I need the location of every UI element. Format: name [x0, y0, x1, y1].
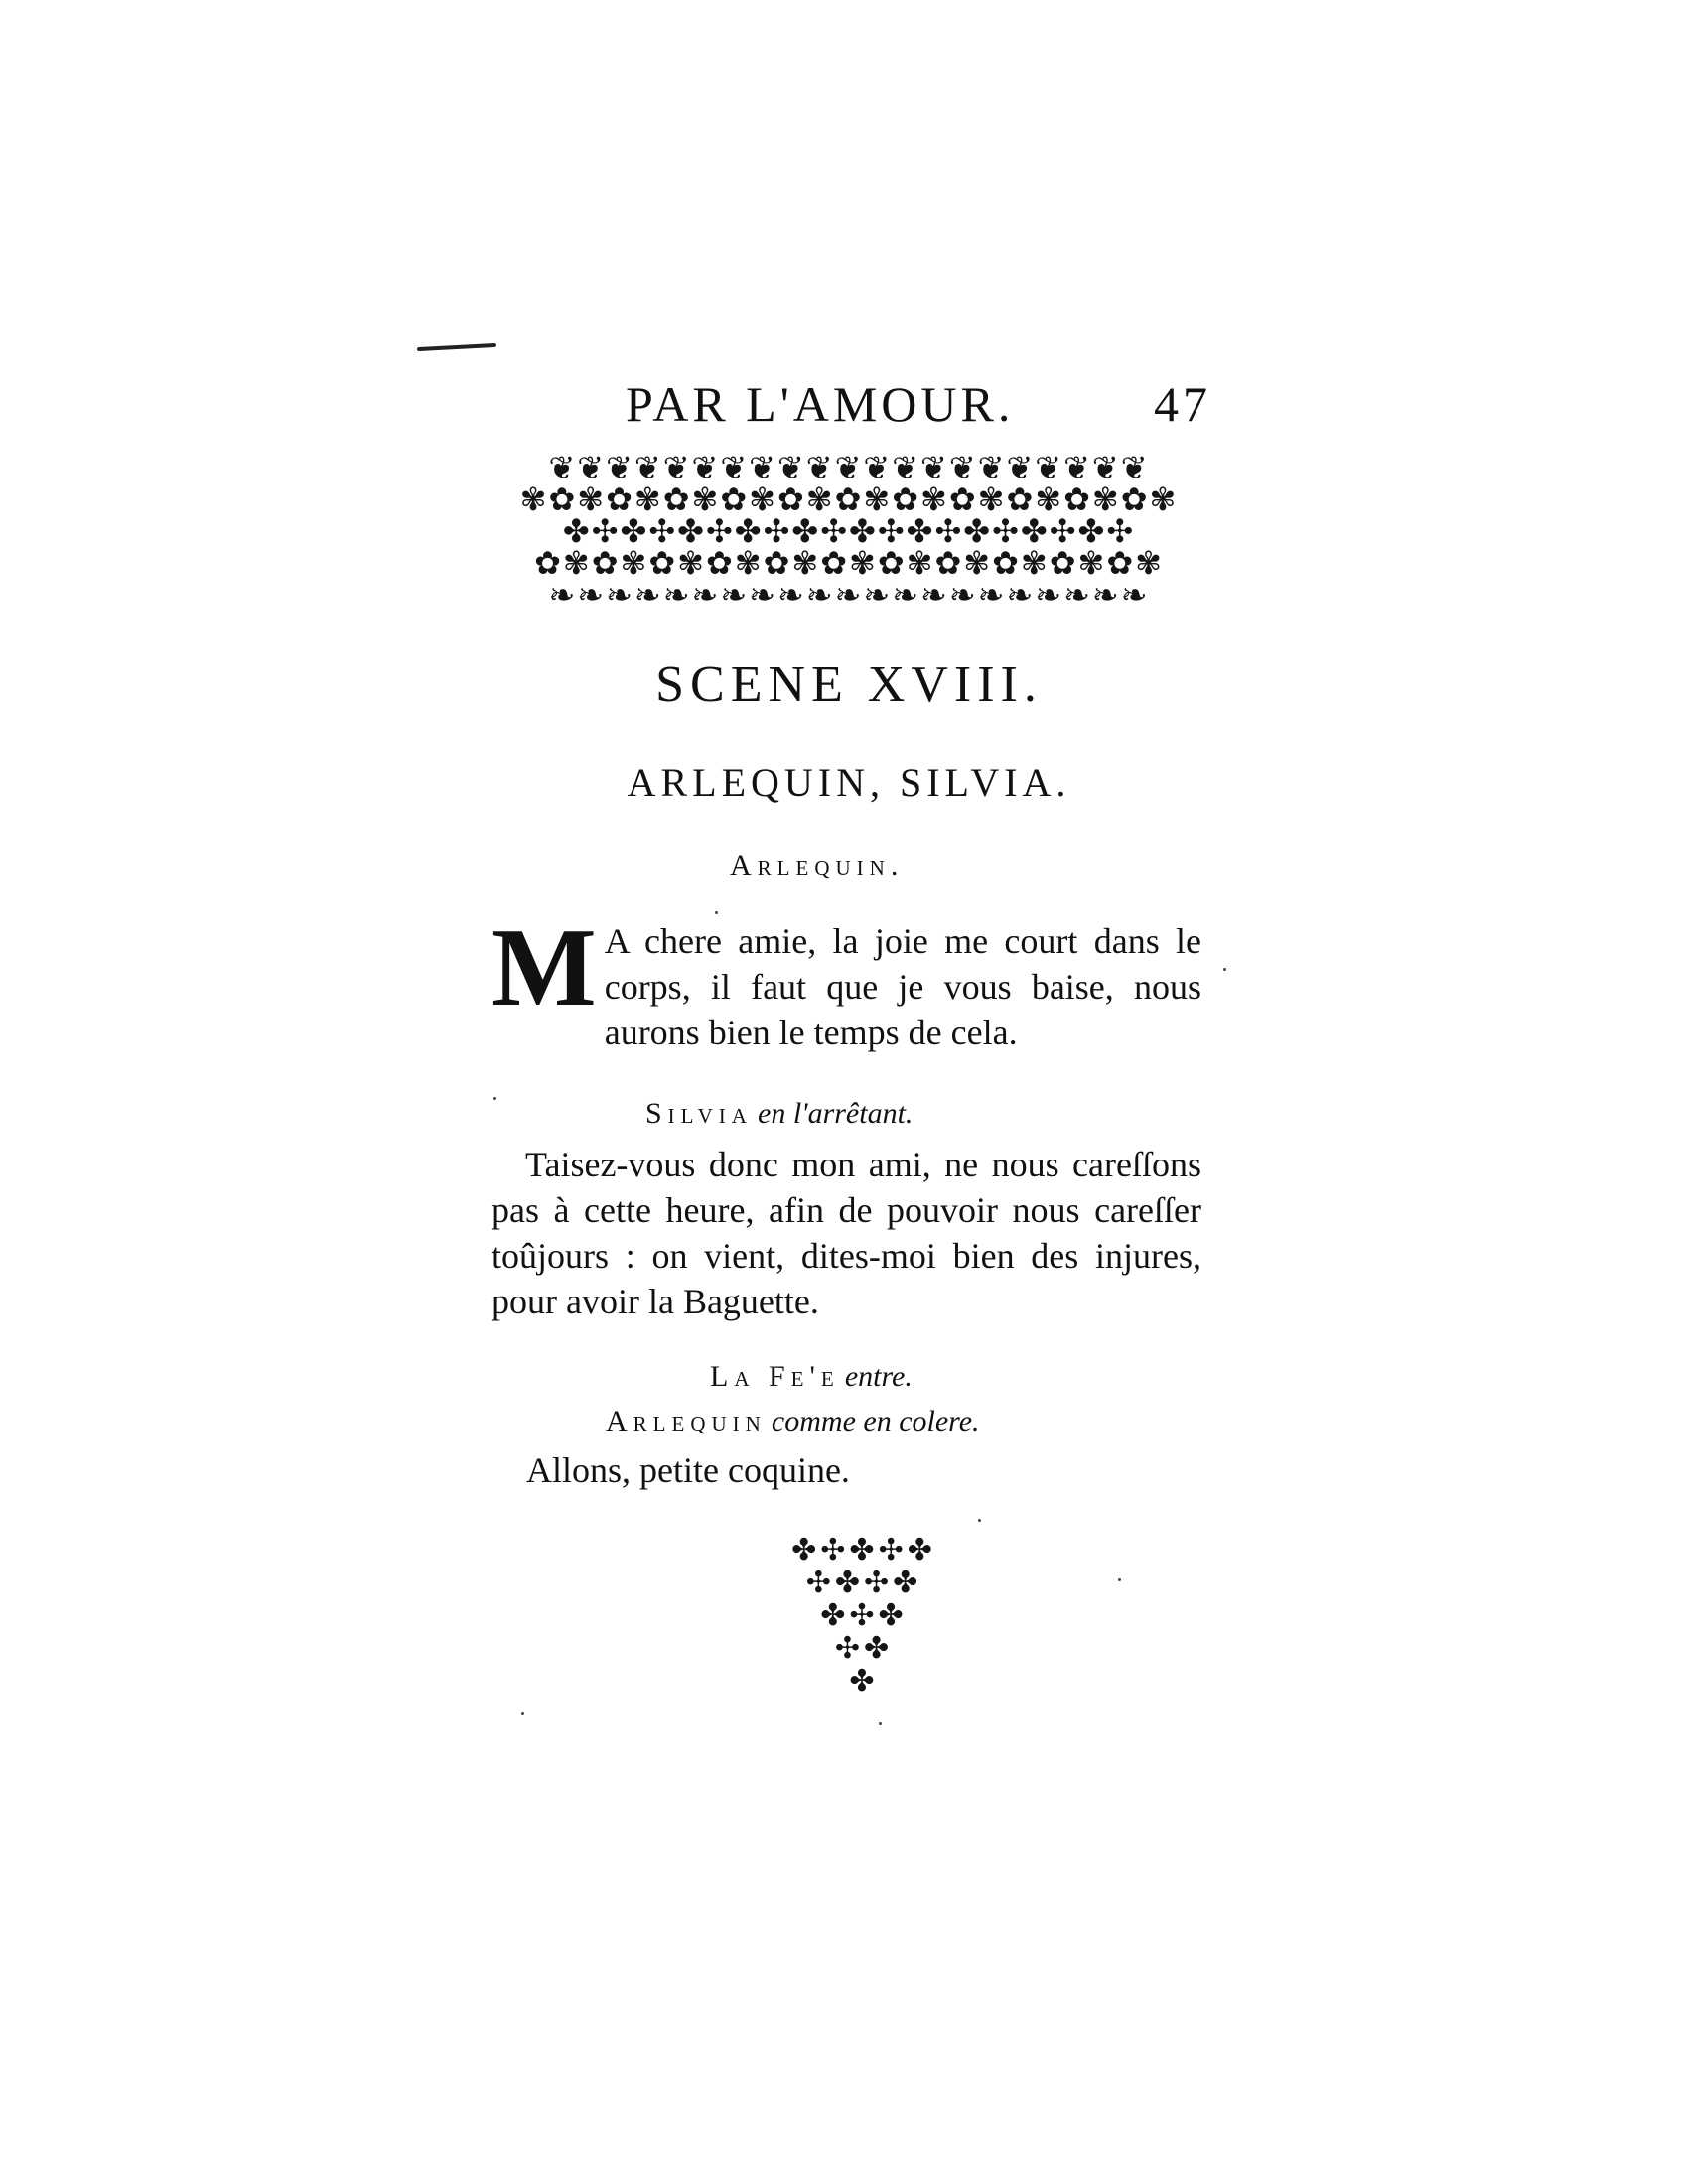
ink-speck — [1223, 968, 1226, 971]
speech-text: A chere amie, la joie me court dans le corps, il faut que je vous baise, nous aurons bien le temps de cela. — [604, 921, 1201, 1052]
ink-speck — [521, 1712, 524, 1715]
margin-pen-mark — [417, 343, 496, 351]
ornament-row: ✿✾✿✾✿✾✿✾✿✾✿✾✿✾✿✾✿✾✿✾✿✾ — [534, 547, 1164, 579]
page-number: 47 — [1154, 376, 1211, 432]
running-head — [626, 375, 1211, 433]
ink-speck — [1118, 1578, 1121, 1581]
tailpiece-row: ✣✤✣✤ — [805, 1566, 922, 1600]
speaker-silvia: Silvia — [645, 1097, 753, 1130]
speaker-line-silvia — [645, 1097, 913, 1131]
ornament-row: ❦❦❦❦❦❦❦❦❦❦❦❦❦❦❦❦❦❦❦❦❦ — [548, 452, 1150, 483]
speaker-arlequin-2: Arlequin — [606, 1405, 767, 1437]
headpiece-ornament — [492, 452, 1206, 611]
ink-speck — [879, 1722, 882, 1725]
ink-speck — [493, 1097, 496, 1100]
ink-speck — [715, 911, 718, 914]
speech-arlequin — [492, 906, 1201, 1055]
tailpiece-ornament — [715, 1534, 1013, 1698]
scene-title: SCENE XVIII. — [655, 656, 1043, 713]
ornament-row: ✤✣✤✣✤✣✤✣✤✣✤✣✤✣✤✣✤✣✤✣ — [562, 515, 1136, 547]
scene-characters: ARLEQUIN, SILVIA. — [627, 760, 1071, 805]
tailpiece-row: ✤✣✤✣✤ — [791, 1533, 936, 1568]
ornament-row: ✾✿✾✿✾✿✾✿✾✿✾✿✾✿✾✿✾✿✾✿✾✿✾ — [519, 483, 1179, 515]
stage-direction: comme en colere. — [771, 1405, 980, 1437]
stage-direction: entre. — [844, 1360, 913, 1393]
drop-cap: M — [492, 906, 597, 1029]
stage-line-fee — [710, 1360, 913, 1394]
stage-direction: en l'arrêtant. — [758, 1097, 914, 1130]
speech-silvia: Taisez-vous donc mon ami, ne nous careſſons pas à cette heure, afin de pouvoir nous careſſer toûjours : on vient, dites-moi bien des injures, pour avoir la Baguette. — [492, 1145, 1201, 1321]
speaker-line-arlequin — [606, 1405, 980, 1438]
speech-arlequin-2: Allons, petite coquine. — [526, 1450, 850, 1490]
speaker-arlequin: Arlequin. — [730, 849, 905, 882]
speaker-fee: La Fe'e — [710, 1360, 840, 1393]
ornament-row: ❧❧❧❧❧❧❧❧❧❧❧❧❧❧❧❧❧❧❧❧❧ — [548, 579, 1150, 611]
tailpiece-row: ✤✣✤ — [820, 1598, 908, 1633]
tailpiece-row: ✣✤ — [834, 1631, 894, 1666]
tailpiece-row: ✤ — [849, 1664, 879, 1699]
running-head-title: PAR L'AMOUR. — [626, 376, 1015, 432]
ink-speck — [978, 1519, 981, 1522]
